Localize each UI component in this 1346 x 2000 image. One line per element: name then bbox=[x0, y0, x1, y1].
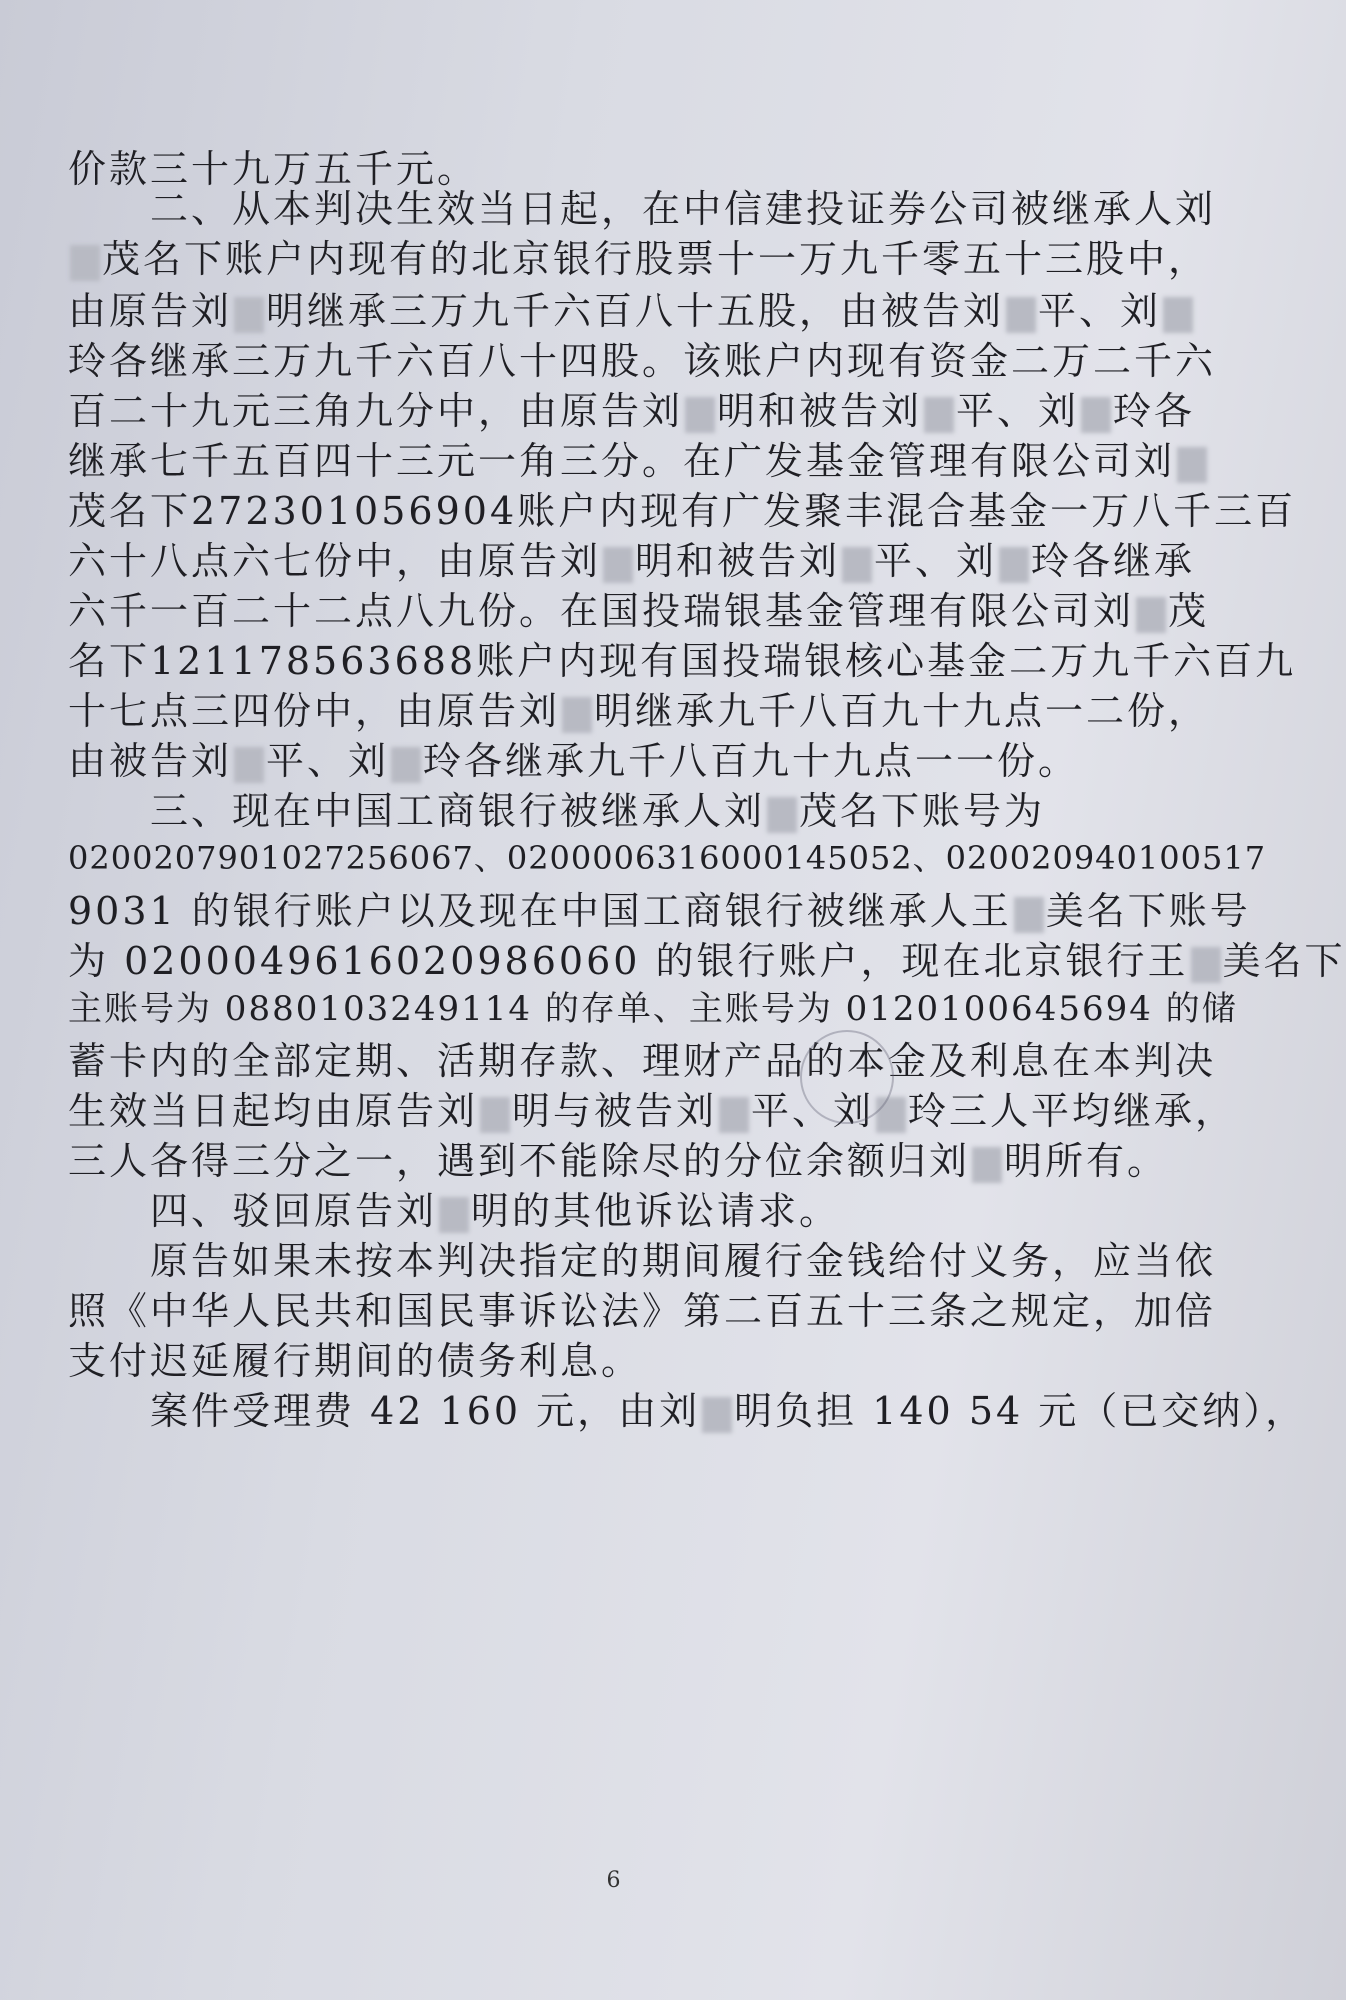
redaction-mask bbox=[924, 397, 954, 433]
text-line bbox=[150, 1389, 1307, 1433]
text-span: 明继承三万九千六百八十五股，由被告刘 bbox=[266, 289, 1005, 333]
text-span: 玲各 bbox=[1113, 389, 1196, 433]
text-span: 0200207901027256067、0200006316000145052、020020940100517 bbox=[68, 839, 1267, 877]
redaction-mask bbox=[234, 747, 264, 783]
text-span: 美名下账号 bbox=[1045, 889, 1251, 933]
redaction-mask bbox=[767, 797, 797, 833]
redaction-mask bbox=[480, 1097, 510, 1133]
text-span: 由原告刘 bbox=[68, 289, 233, 333]
redaction-mask bbox=[1191, 947, 1221, 983]
text-line bbox=[68, 939, 1346, 983]
text-span: 二、从本判决生效当日起，在中信建投证券公司被继承人刘 bbox=[150, 187, 1217, 231]
text-span: 由被告刘 bbox=[68, 739, 233, 783]
text-span: 玲各继承三万九千六百八十四股。该账户内现有资金二万二千六 bbox=[68, 339, 1217, 383]
text-span: 明与被告刘 bbox=[512, 1089, 718, 1133]
text-span: 茂名下账号为 bbox=[799, 789, 1046, 833]
text-span: 名下121178563688账户内现有国投瑞银核心基金二万九千六百九 bbox=[68, 639, 1297, 683]
text-span: 原告如果未按本判决指定的期间履行金钱给付义务，应当依 bbox=[150, 1239, 1217, 1283]
text-span: 照《中华人民共和国民事诉讼法》第二百五十三条之规定，加倍 bbox=[68, 1289, 1217, 1333]
text-span: 玲各继承 bbox=[1031, 539, 1196, 583]
text-line bbox=[68, 1089, 1237, 1133]
text-span: 茂名下账户内现有的北京银行股票十一万九千零五十三股中， bbox=[102, 237, 1210, 281]
text-line bbox=[68, 339, 1217, 383]
text-line bbox=[68, 289, 1203, 333]
text-line bbox=[68, 489, 1297, 533]
text-line bbox=[150, 789, 1203, 833]
redaction-mask bbox=[234, 297, 264, 333]
text-line bbox=[68, 1289, 1217, 1333]
text-span: 美名下 bbox=[1222, 939, 1346, 983]
text-span: 明和被告刘 bbox=[717, 389, 923, 433]
redaction-mask bbox=[562, 697, 592, 733]
text-span: 平、刘 bbox=[874, 539, 998, 583]
redaction-mask bbox=[1177, 447, 1207, 483]
text-line bbox=[68, 589, 1210, 633]
text-span: 明负担 140 54 元（已交纳）， bbox=[734, 1389, 1307, 1433]
text-line bbox=[150, 1239, 1217, 1283]
text-span: 价款三十九万五千元。 bbox=[68, 147, 479, 191]
text-span: 平、刘 bbox=[751, 1089, 875, 1133]
text-span: 平、刘 bbox=[1038, 289, 1162, 333]
redaction-mask bbox=[70, 245, 100, 281]
text-line bbox=[68, 237, 1210, 281]
text-span: 茂 bbox=[1168, 589, 1210, 633]
text-line bbox=[68, 1039, 1217, 1083]
redaction-mask bbox=[972, 1147, 1002, 1183]
text-span: 明的其他诉讼请求。 bbox=[471, 1189, 841, 1233]
text-line bbox=[68, 689, 1210, 733]
text-line bbox=[68, 989, 1238, 1029]
text-line bbox=[68, 1339, 1203, 1383]
redaction-mask bbox=[391, 747, 421, 783]
text-span: 六千一百二十二点八九份。在国投瑞银基金管理有限公司刘 bbox=[68, 589, 1135, 633]
text-line bbox=[68, 739, 1203, 783]
redaction-mask bbox=[685, 397, 715, 433]
redaction-mask bbox=[603, 547, 633, 583]
text-span: 明和被告刘 bbox=[635, 539, 841, 583]
text-line bbox=[68, 389, 1203, 433]
redaction-mask bbox=[439, 1197, 469, 1233]
text-span: 百二十九元三角九分中，由原告刘 bbox=[68, 389, 684, 433]
text-span: 继承七千五百四十三元一角三分。在广发基金管理有限公司刘 bbox=[68, 439, 1176, 483]
redaction-mask bbox=[719, 1097, 749, 1133]
text-line bbox=[68, 889, 1251, 933]
text-span: 9031 的银行账户以及现在中国工商银行被继承人王 bbox=[68, 889, 1012, 933]
redaction-mask bbox=[999, 547, 1029, 583]
text-span: 为 0200049616020986060 的银行账户，现在北京银行王 bbox=[68, 939, 1189, 983]
text-span: 玲三人平均继承， bbox=[908, 1089, 1237, 1133]
text-span: 平、刘 bbox=[956, 389, 1080, 433]
redaction-mask bbox=[1081, 397, 1111, 433]
text-span: 生效当日起均由原告刘 bbox=[68, 1089, 479, 1133]
text-line bbox=[68, 439, 1203, 483]
stamp-mark bbox=[800, 1030, 894, 1124]
redaction-mask bbox=[1136, 597, 1166, 633]
text-line bbox=[68, 1139, 1203, 1183]
text-span: 明所有。 bbox=[1004, 1139, 1169, 1183]
text-line bbox=[68, 839, 1267, 877]
text-span: 主账号为 0880103249114 的存单、主账号为 0120100645694 的储 bbox=[68, 989, 1238, 1029]
text-line bbox=[68, 539, 1203, 583]
redaction-mask bbox=[842, 547, 872, 583]
redaction-mask bbox=[1006, 297, 1036, 333]
text-span: 玲各继承九千八百九十九点一一份。 bbox=[423, 739, 1080, 783]
text-line bbox=[68, 147, 1203, 191]
redaction-mask bbox=[702, 1397, 732, 1433]
text-span: 支付迟延履行期间的债务利息。 bbox=[68, 1339, 643, 1383]
text-span: 案件受理费 42 160 元，由刘 bbox=[150, 1389, 701, 1433]
text-span: 六十八点六七份中，由原告刘 bbox=[68, 539, 602, 583]
text-span: 明继承九千八百九十九点一二份， bbox=[594, 689, 1210, 733]
page-number: 6 bbox=[606, 1868, 621, 1893]
text-span: 三、现在中国工商银行被继承人刘 bbox=[150, 789, 766, 833]
text-line bbox=[68, 639, 1297, 683]
text-span: 四、驳回原告刘 bbox=[150, 1189, 438, 1233]
redaction-mask bbox=[1163, 297, 1193, 333]
text-line bbox=[150, 187, 1217, 231]
text-span: 茂名下272301056904账户内现有广发聚丰混合基金一万八千三百 bbox=[68, 489, 1297, 533]
text-span: 三人各得三分之一，遇到不能除尽的分位余额归刘 bbox=[68, 1139, 971, 1183]
text-line bbox=[150, 1189, 1203, 1233]
text-span: 平、刘 bbox=[266, 739, 390, 783]
text-span: 十七点三四份中，由原告刘 bbox=[68, 689, 561, 733]
redaction-mask bbox=[1014, 897, 1044, 933]
text-span: 蓄卡内的全部定期、活期存款、理财产品的本金及利息在本判决 bbox=[68, 1039, 1217, 1083]
